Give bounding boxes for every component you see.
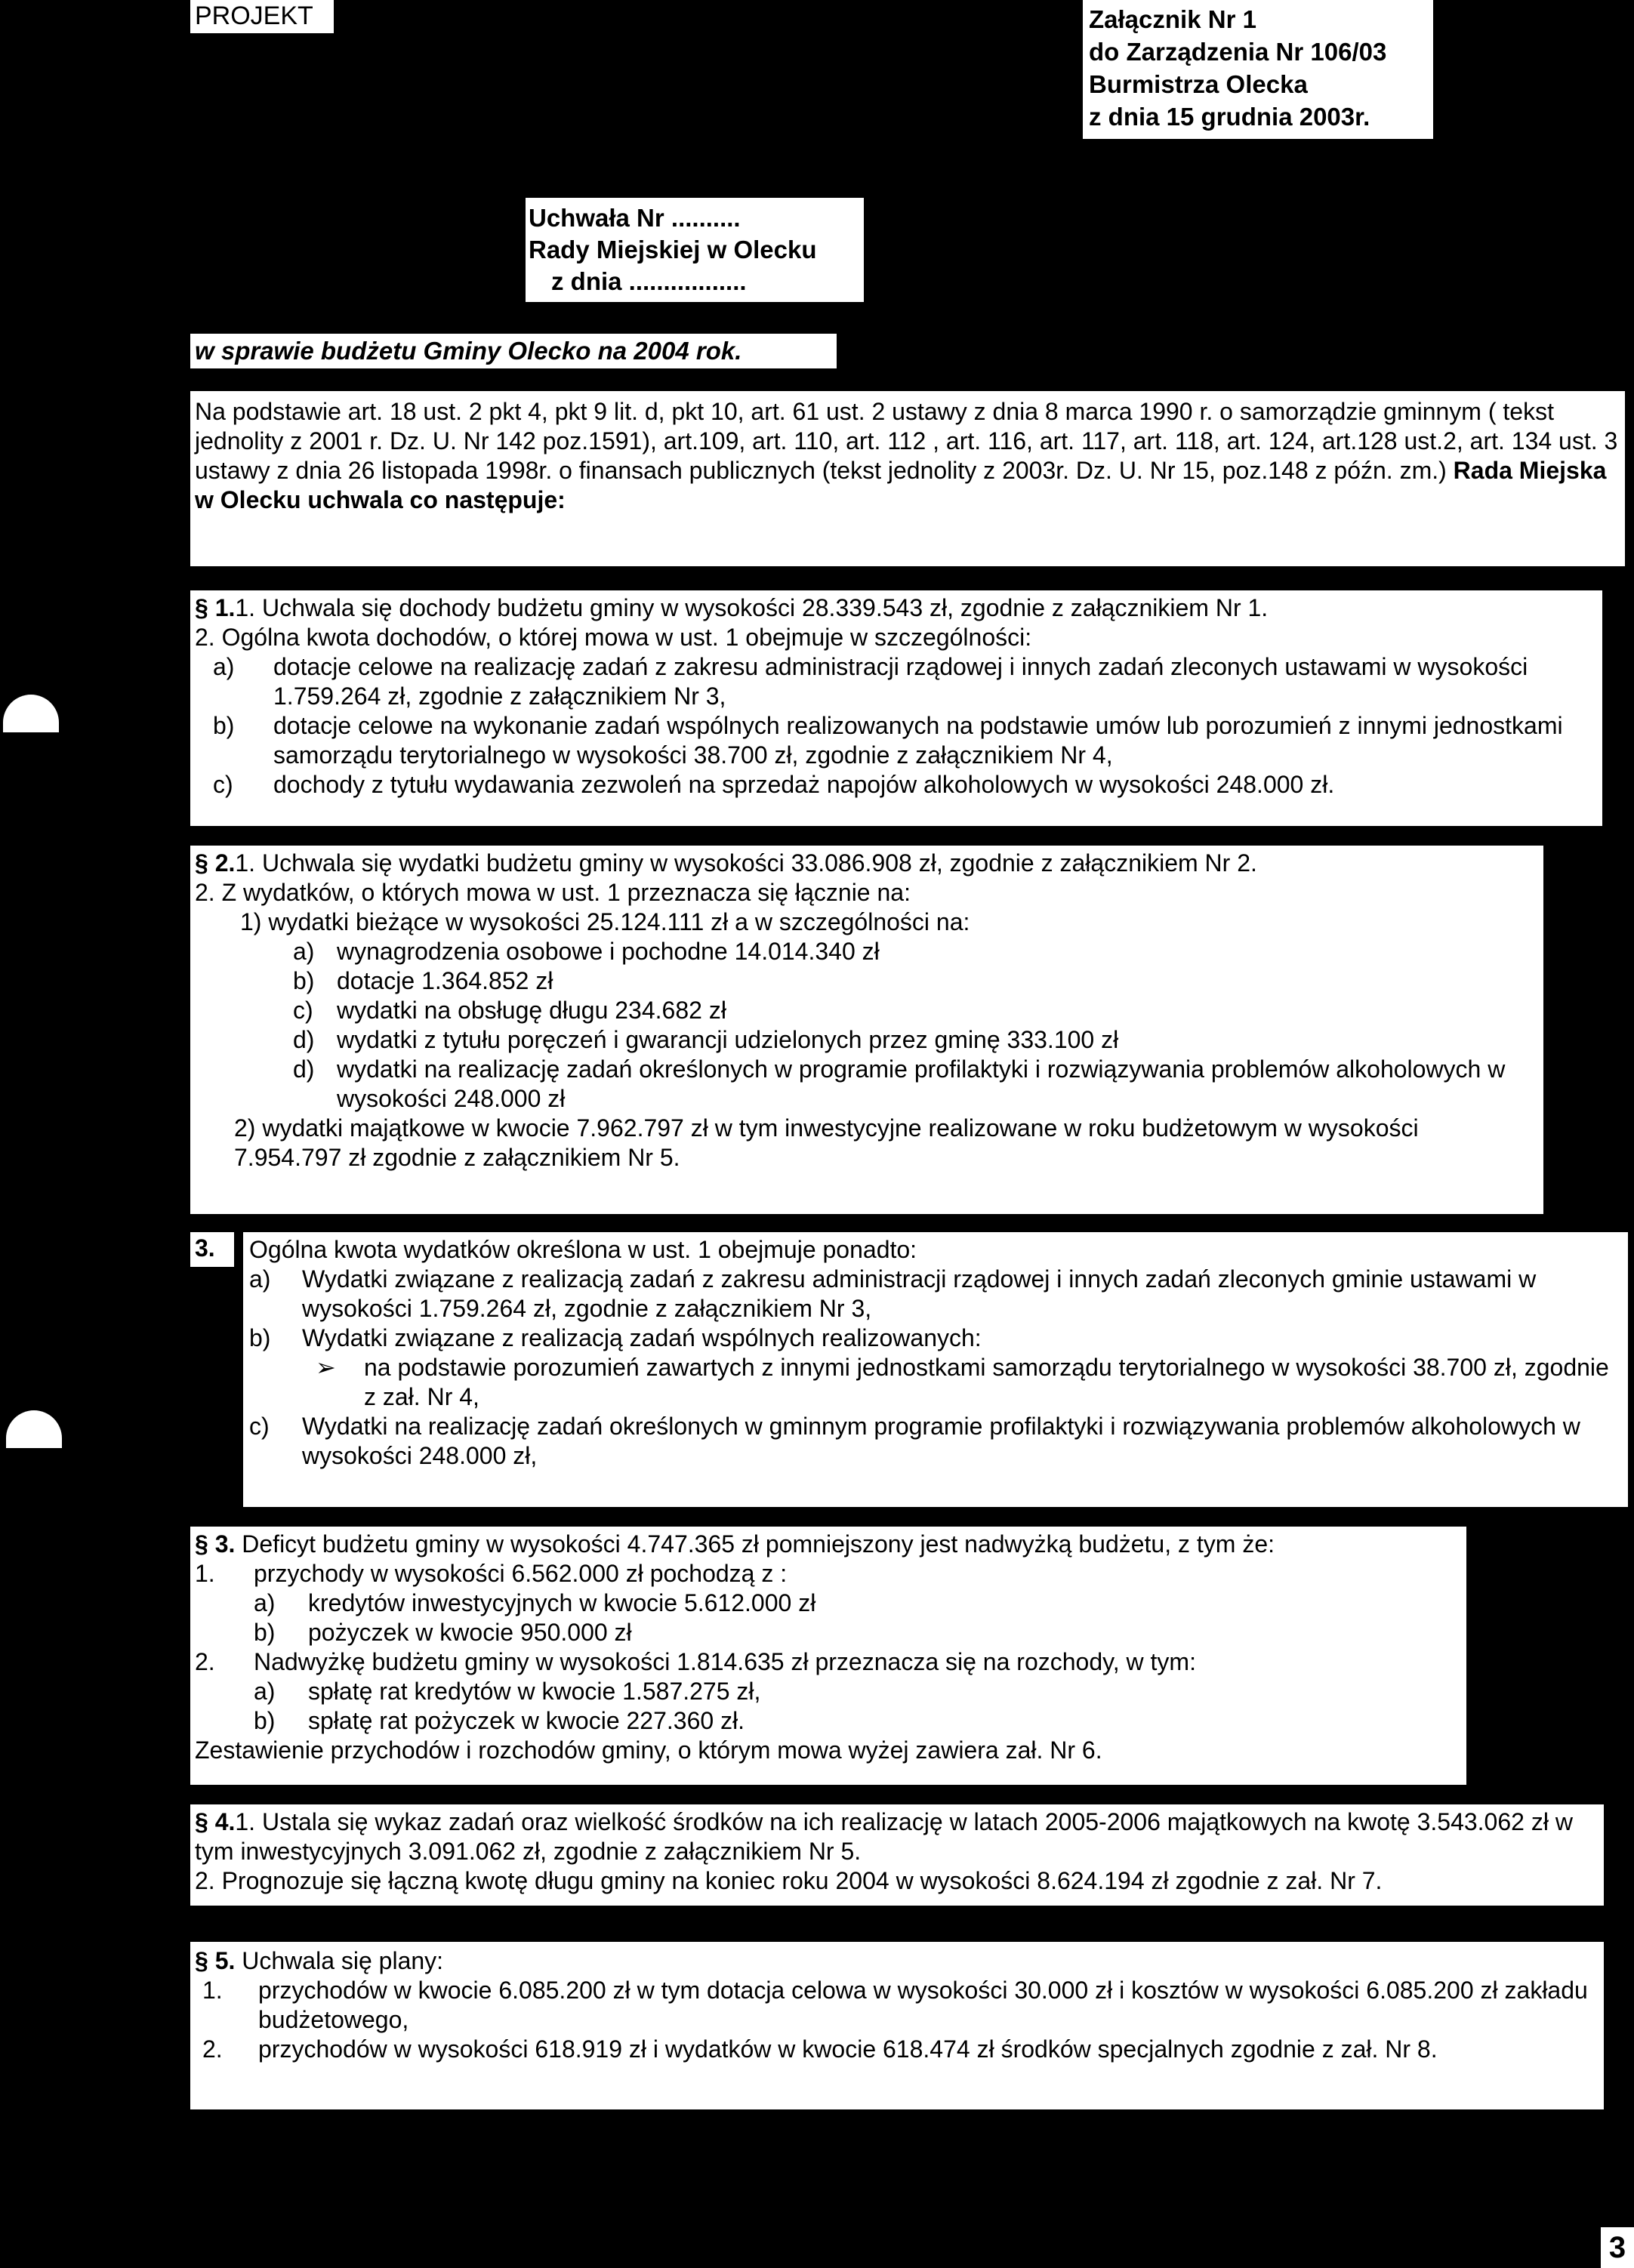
attachment-line: z dnia 15 grudnia 2003r. [1089,103,1370,131]
list-item: b) spłatę rat pożyczek w kwocie 227.360 zł. [254,1707,745,1734]
list-item: ➢ na podstawie porozumień zawartych z innymi jednostkami samorządu terytorialnego w wysokości 38.700 zł, zgodnie z zał. Nr 4, [316,1354,1609,1410]
section-line: 1. Ustala się wykaz zadań oraz wielkość środków na ich realizację w latach 2005-2006 majątkowych na kwotę 3.543.062 zł w tym inwestycyjnych 3.091.062 zł, zgodnie z załącznikiem Nr 5. [195,1808,1573,1865]
section-2-paragraph-3 [243,1232,1628,1507]
section-mark: § 5. [195,1947,236,1974]
list-item: c) Wydatki na realizację zadań określonych w gminnym programie profilaktyki i rozwiązywania problemów alkoholowych w wysokości 248.000 zł, [249,1413,1580,1469]
resolution-council: Rady Miejskiej w Olecku [529,236,817,263]
resolution-header [526,198,864,302]
list-item: a) Wydatki związane z realizacją zadań z zakresu administracji rządowej i innych zadań zleconych gminie ustawami w wysokości 1.759.264 zł, zgodnie z załącznikiem Nr 3, [249,1265,1537,1322]
list-item: a) dotacje celowe na realizację zadań z zakresu administracji rządowej i innych zadań zleconych ustawami w wysokości 1.759.264 zł, zgodnie z załącznikiem Nr 3, [213,653,1528,710]
preamble-bold: Rada Miejska w Olecku uchwala co następuje: [195,457,1607,513]
sub-point: 1) wydatki bieżące w wysokości 25.124.111 zł a w szczególności na: [240,908,970,935]
list-item: a) kredytów inwestycyjnych w kwocie 5.612.000 zł [254,1589,816,1616]
preamble-text: Na podstawie art. 18 ust. 2 pkt 4, pkt 9 lit. d, pkt 10, art. 61 ust. 2 ustawy z dnia 8 marca 1990 r. o samorządzie gminnym ( tekst jednolity z 2001 r. Dz. U. Nr 142 poz.1591), art.109, art. 110, art. 112 , art. 116, art. 117, art. 118, art. 124, art.128 ust.2, art. 134 ust. 3 ustawy z dnia 26 listopada 1998r. o finansach publicznych (tekst jednolity z 2003r. Dz. U. Nr 15, poz.148 z późn. zm.) [195,398,1618,484]
resolution-date: z dnia ................. [551,267,747,295]
section-3 [190,1527,1466,1785]
attachment-header [1083,0,1433,139]
resolution-title: w sprawie budżetu Gminy Olecko na 2004 rok. [190,334,837,368]
preamble [190,391,1625,566]
list-item: b) Wydatki związane z realizacją zadań wspólnych realizowanych: [249,1324,982,1351]
list-item: b) dotacje celowe na wykonanie zadań wspólnych realizowanych na podstawie umów lub porozumień z innymi jednostkami samorządu terytorialnego w wysokości 38.700 zł, zgodnie z załącznikiem Nr 4, [213,712,1563,769]
section-line: 2. Prognozuje się łączną kwotę długu gminy na koniec roku 2004 w wysokości 8.624.194 zł zgodnie z zał. Nr 7. [195,1867,1383,1894]
section-line: 1. Uchwala się wydatki budżetu gminy w wysokości 33.086.908 zł, zgodnie z załącznikiem Nr 2. [235,849,1257,877]
section-4 [190,1804,1604,1906]
list-item: b) dotacje 1.364.852 zł [293,967,553,994]
attachment-line: do Zarządzenia Nr 106/03 [1089,38,1387,66]
punch-hole-mark [3,695,59,732]
list-item: c) dochody z tytułu wydawania zezwoleń na sprzedaż napojów alkoholowych w wysokości 248.000 zł. [213,771,1335,798]
section-line: Ogólna kwota wydatków określona w ust. 1 obejmuje ponadto: [249,1236,917,1263]
list-item: d) wydatki z tytułu poręczeń i gwarancji udzielonych przez gminę 333.100 zł [293,1026,1119,1053]
section-line: Deficyt budżetu gminy w wysokości 4.747.365 zł pomniejszony jest nadwyżką budżetu, z tym że: [235,1530,1275,1558]
list-item: 2. przychodów w wysokości 618.919 zł i wydatków w kwocie 618.474 zł środków specjalnych zgodnie z zał. Nr 8. [202,2035,1438,2063]
list-item: 2. Nadwyżkę budżetu gminy w wysokości 1.814.635 zł przeznacza się na rozchody, w tym: [195,1648,1196,1675]
arrow-bullet-icon: ➢ [316,1354,336,1381]
page-number: 3 [1601,2227,1634,2268]
section-mark: § 4. [195,1808,236,1835]
list-item: 1. przychodów w kwocie 6.085.200 zł w tym dotacja celowa w wysokości 30.000 zł i kosztów w wysokości 6.085.200 zł zakładu budżetowego, [202,1977,1588,2033]
section-mark: § 1. [195,594,236,621]
attachment-line: Załącznik Nr 1 [1089,5,1256,33]
projekt-label: PROJEKT [190,0,334,33]
sub-point: 2) wydatki majątkowe w kwocie 7.962.797 zł w tym inwestycyjne realizowane w roku budżetowym w wysokości 7.954.797 zł zgodnie z załącznikiem Nr 5. [234,1114,1419,1171]
list-item: d) wydatki na realizację zadań określonych w programie profilaktyki i rozwiązywania problemów alkoholowych w wysokości 248.000 zł [293,1055,1506,1112]
section-line: Zestawienie przychodów i rozchodów gminy, o którym mowa wyżej zawiera zał. Nr 6. [195,1736,1102,1764]
list-item: b) pożyczek w kwocie 950.000 zł [254,1619,632,1646]
paragraph-3-mark: 3. [190,1232,234,1267]
list-item: c) wydatki na obsługę długu 234.682 zł [293,997,726,1024]
section-line: 2. Z wydatków, o których mowa w ust. 1 przeznacza się łącznie na: [195,879,911,906]
section-mark: § 2. [195,849,236,877]
punch-hole-mark [6,1410,62,1448]
list-item: a) wynagrodzenia osobowe i pochodne 14.014.340 zł [293,938,880,965]
section-2 [190,846,1543,1214]
section-mark: § 3. [195,1530,236,1558]
section-line: Uchwala się plany: [235,1947,444,1974]
list-item: 1. przychody w wysokości 6.562.000 zł pochodzą z : [195,1560,788,1587]
section-5 [190,1942,1604,2109]
section-line: 2. Ogólna kwota dochodów, o której mowa w ust. 1 obejmuje w szczególności: [195,624,1032,651]
list-item: a) spłatę rat kredytów w kwocie 1.587.275 zł, [254,1678,761,1705]
attachment-line: Burmistrza Olecka [1089,70,1308,98]
resolution-number: Uchwała Nr .......... [529,204,741,232]
section-line: 1. Uchwala się dochody budżetu gminy w wysokości 28.339.543 zł, zgodnie z załącznikiem Nr 1. [235,594,1269,621]
section-1 [190,590,1602,826]
